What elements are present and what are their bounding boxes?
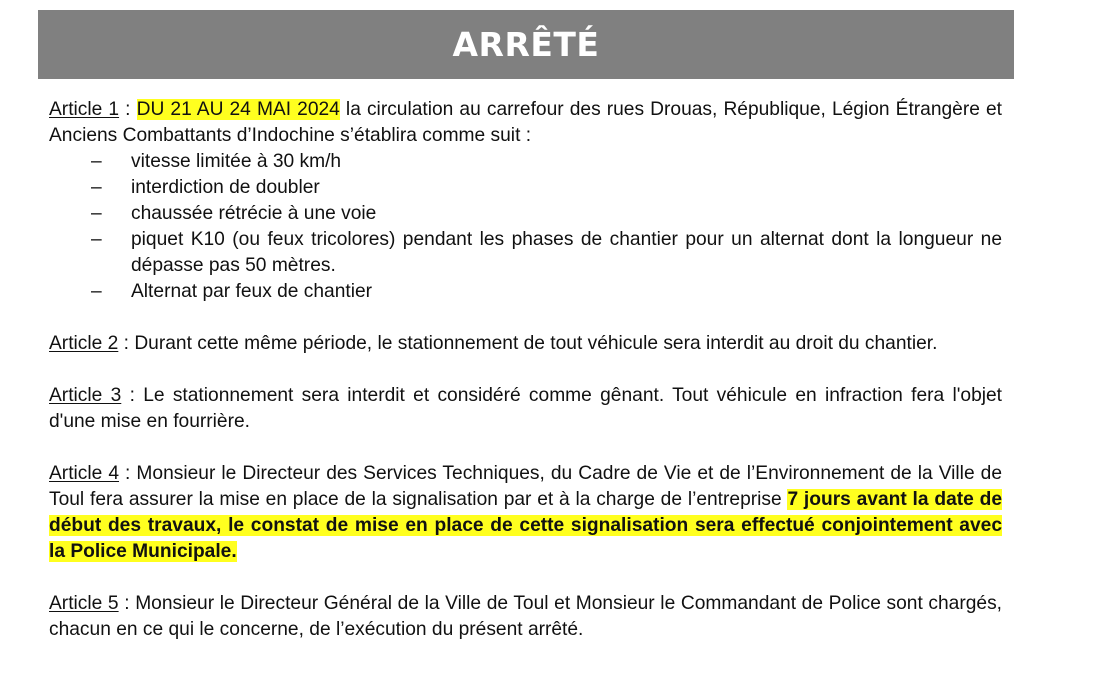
article-1-label: Article 1 (49, 99, 120, 120)
article-4-highlight: 7 jours avant la date de début des travaux, le constat de mise en place de cette signalisation sera effectué conjointement avec la Police Municipale. (49, 489, 1002, 562)
article-2-text: Durant cette même période, le stationnement de tout véhicule sera interdit au droit du chantier. (134, 333, 938, 354)
list-item-text: Alternat par feux de chantier (131, 281, 373, 302)
list-dash: – (91, 203, 102, 224)
list-item-text: interdiction de doubler (131, 177, 320, 198)
article-3-separator: : (121, 385, 144, 406)
list-item-text: vitesse limitée à 30 km/h (131, 151, 342, 172)
document-body (49, 97, 1002, 643)
article-1 (49, 97, 1002, 149)
article-5 (49, 591, 1002, 643)
article-4-label: Article 4 (49, 463, 120, 484)
list-dash: – (91, 151, 102, 172)
article-5-label: Article 5 (49, 593, 119, 614)
article-5-text: Monsieur le Directeur Général de la Ville de Toul et Monsieur le Commandant de Police sont chargés, chacun en ce qui le concerne, de l’exécution du présent arrêté. (49, 593, 1003, 640)
article-4-text: Monsieur le Directeur des Services Techniques, du Cadre de Vie et de l’Environnement de la Ville de Toul fera assurer la mise en place de la signalisation par et à la charge de l’entreprise (49, 463, 1002, 510)
article-3-label: Article 3 (49, 385, 122, 406)
article-1-date-highlight: DU 21 AU 24 MAI 2024 (136, 99, 340, 120)
list-item (49, 201, 1002, 227)
article-4-separator: : (119, 463, 137, 484)
article-2 (49, 331, 1002, 357)
article-4 (49, 461, 1002, 565)
list-item (49, 227, 1002, 279)
article-2-label: Article 2 (49, 333, 119, 354)
list-item (49, 279, 1002, 305)
list-item (49, 175, 1002, 201)
title-bar (38, 10, 1014, 79)
article-3-text: Le stationnement sera interdit et considéré comme gênant. Tout véhicule en infraction fera l'objet d'une mise en fourrière. (49, 385, 1003, 432)
page-title: ARRÊTÉ (452, 25, 600, 64)
list-dash: – (91, 177, 102, 198)
list-item-text: chaussée rétrécie à une voie (131, 203, 377, 224)
article-1-separator: : (119, 99, 137, 120)
article-5-separator: : (118, 593, 136, 614)
article-2-separator: : (118, 333, 135, 354)
article-1-text: la circulation au carrefour des rues Drouas, République, Légion Étrangère et Anciens Combattants d’Indochine s’établira comme suit : (49, 99, 1003, 146)
list-item-text: piquet K10 (ou feux tricolores) pendant les phases de chantier pour un alternat dont la longueur ne dépasse pas 50 mètres. (131, 229, 1002, 276)
list-dash: – (91, 229, 102, 250)
article-3 (49, 383, 1002, 435)
list-item (49, 149, 1002, 175)
list-dash: – (91, 281, 102, 302)
article-1-list (49, 149, 1002, 305)
